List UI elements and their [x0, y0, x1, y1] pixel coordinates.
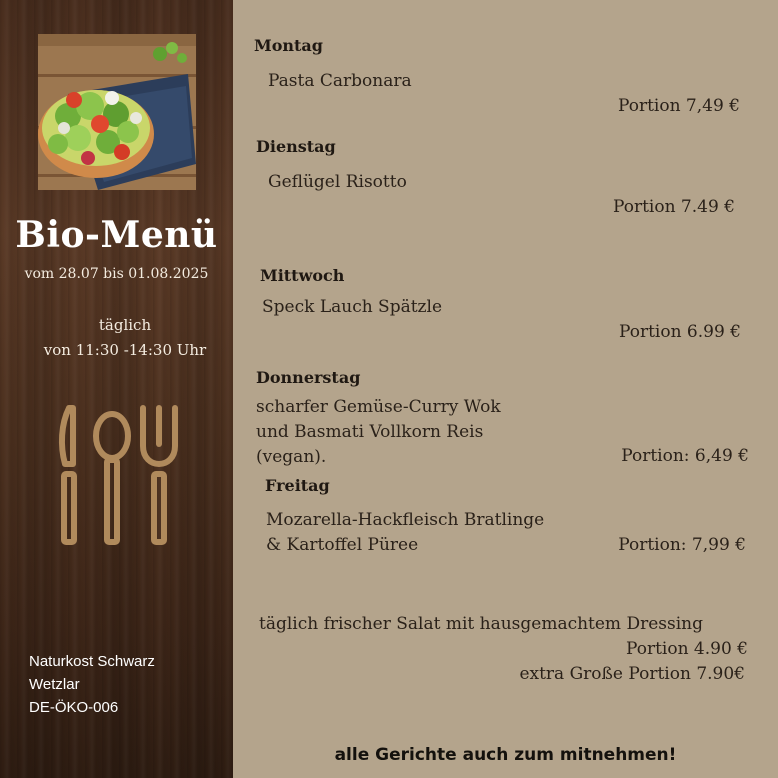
dish-tuesday: Geflügel Risotto	[268, 172, 407, 192]
price-wednesday: Portion 6.99 €	[618, 322, 741, 342]
store-city: Wetzlar	[29, 676, 80, 693]
dish-wednesday: Speck Lauch Spätzle	[262, 297, 443, 317]
salad-bowl-icon	[38, 34, 196, 190]
price-salad: Portion 4.90 €	[625, 639, 748, 659]
price-salad-large: extra Große Portion 7.90€	[519, 664, 745, 684]
cutlery-icon	[55, 402, 179, 548]
price-friday: Portion: 7,99 €	[618, 535, 746, 555]
dish-thursday-line-3: (vegan).	[256, 447, 327, 467]
wood-sidebar	[0, 0, 233, 778]
price-tuesday: Portion 7.49 €	[612, 197, 735, 217]
menu-panel	[233, 0, 778, 778]
price-monday: Portion 7,49 €	[617, 96, 740, 116]
dish-thursday-line-2: und Basmati Vollkorn Reis	[256, 422, 484, 442]
date-range: vom 28.07 bis 01.08.2025	[24, 266, 209, 282]
salad-offer: täglich frischer Salat mit hausgemachtem Dressing	[259, 614, 703, 634]
salad-photo	[38, 34, 196, 190]
dish-friday-line-1: Mozarella-Hackfleisch Bratlinge	[266, 510, 545, 530]
daily-label: täglich	[98, 316, 152, 334]
day-monday: Montag	[254, 36, 323, 55]
store-name: Naturkost Schwarz	[29, 653, 155, 670]
price-thursday: Portion: 6,49 €	[621, 446, 749, 466]
day-wednesday: Mittwoch	[260, 266, 345, 285]
dish-thursday-line-1: scharfer Gemüse-Curry Wok	[256, 397, 501, 417]
opening-hours: von 11:30 -14:30 Uhr	[43, 341, 207, 359]
dish-friday-line-2: & Kartoffel Püree	[266, 535, 419, 555]
menu-title: Bio-Menü	[15, 214, 218, 256]
day-thursday: Donnerstag	[256, 368, 361, 387]
organic-certificate-code: DE-ÖKO-006	[29, 699, 119, 716]
day-friday: Freitag	[265, 476, 330, 495]
takeaway-note: alle Gerichte auch zum mitnehmen!	[334, 745, 677, 765]
day-tuesday: Dienstag	[256, 137, 336, 156]
dish-monday: Pasta Carbonara	[268, 71, 412, 91]
